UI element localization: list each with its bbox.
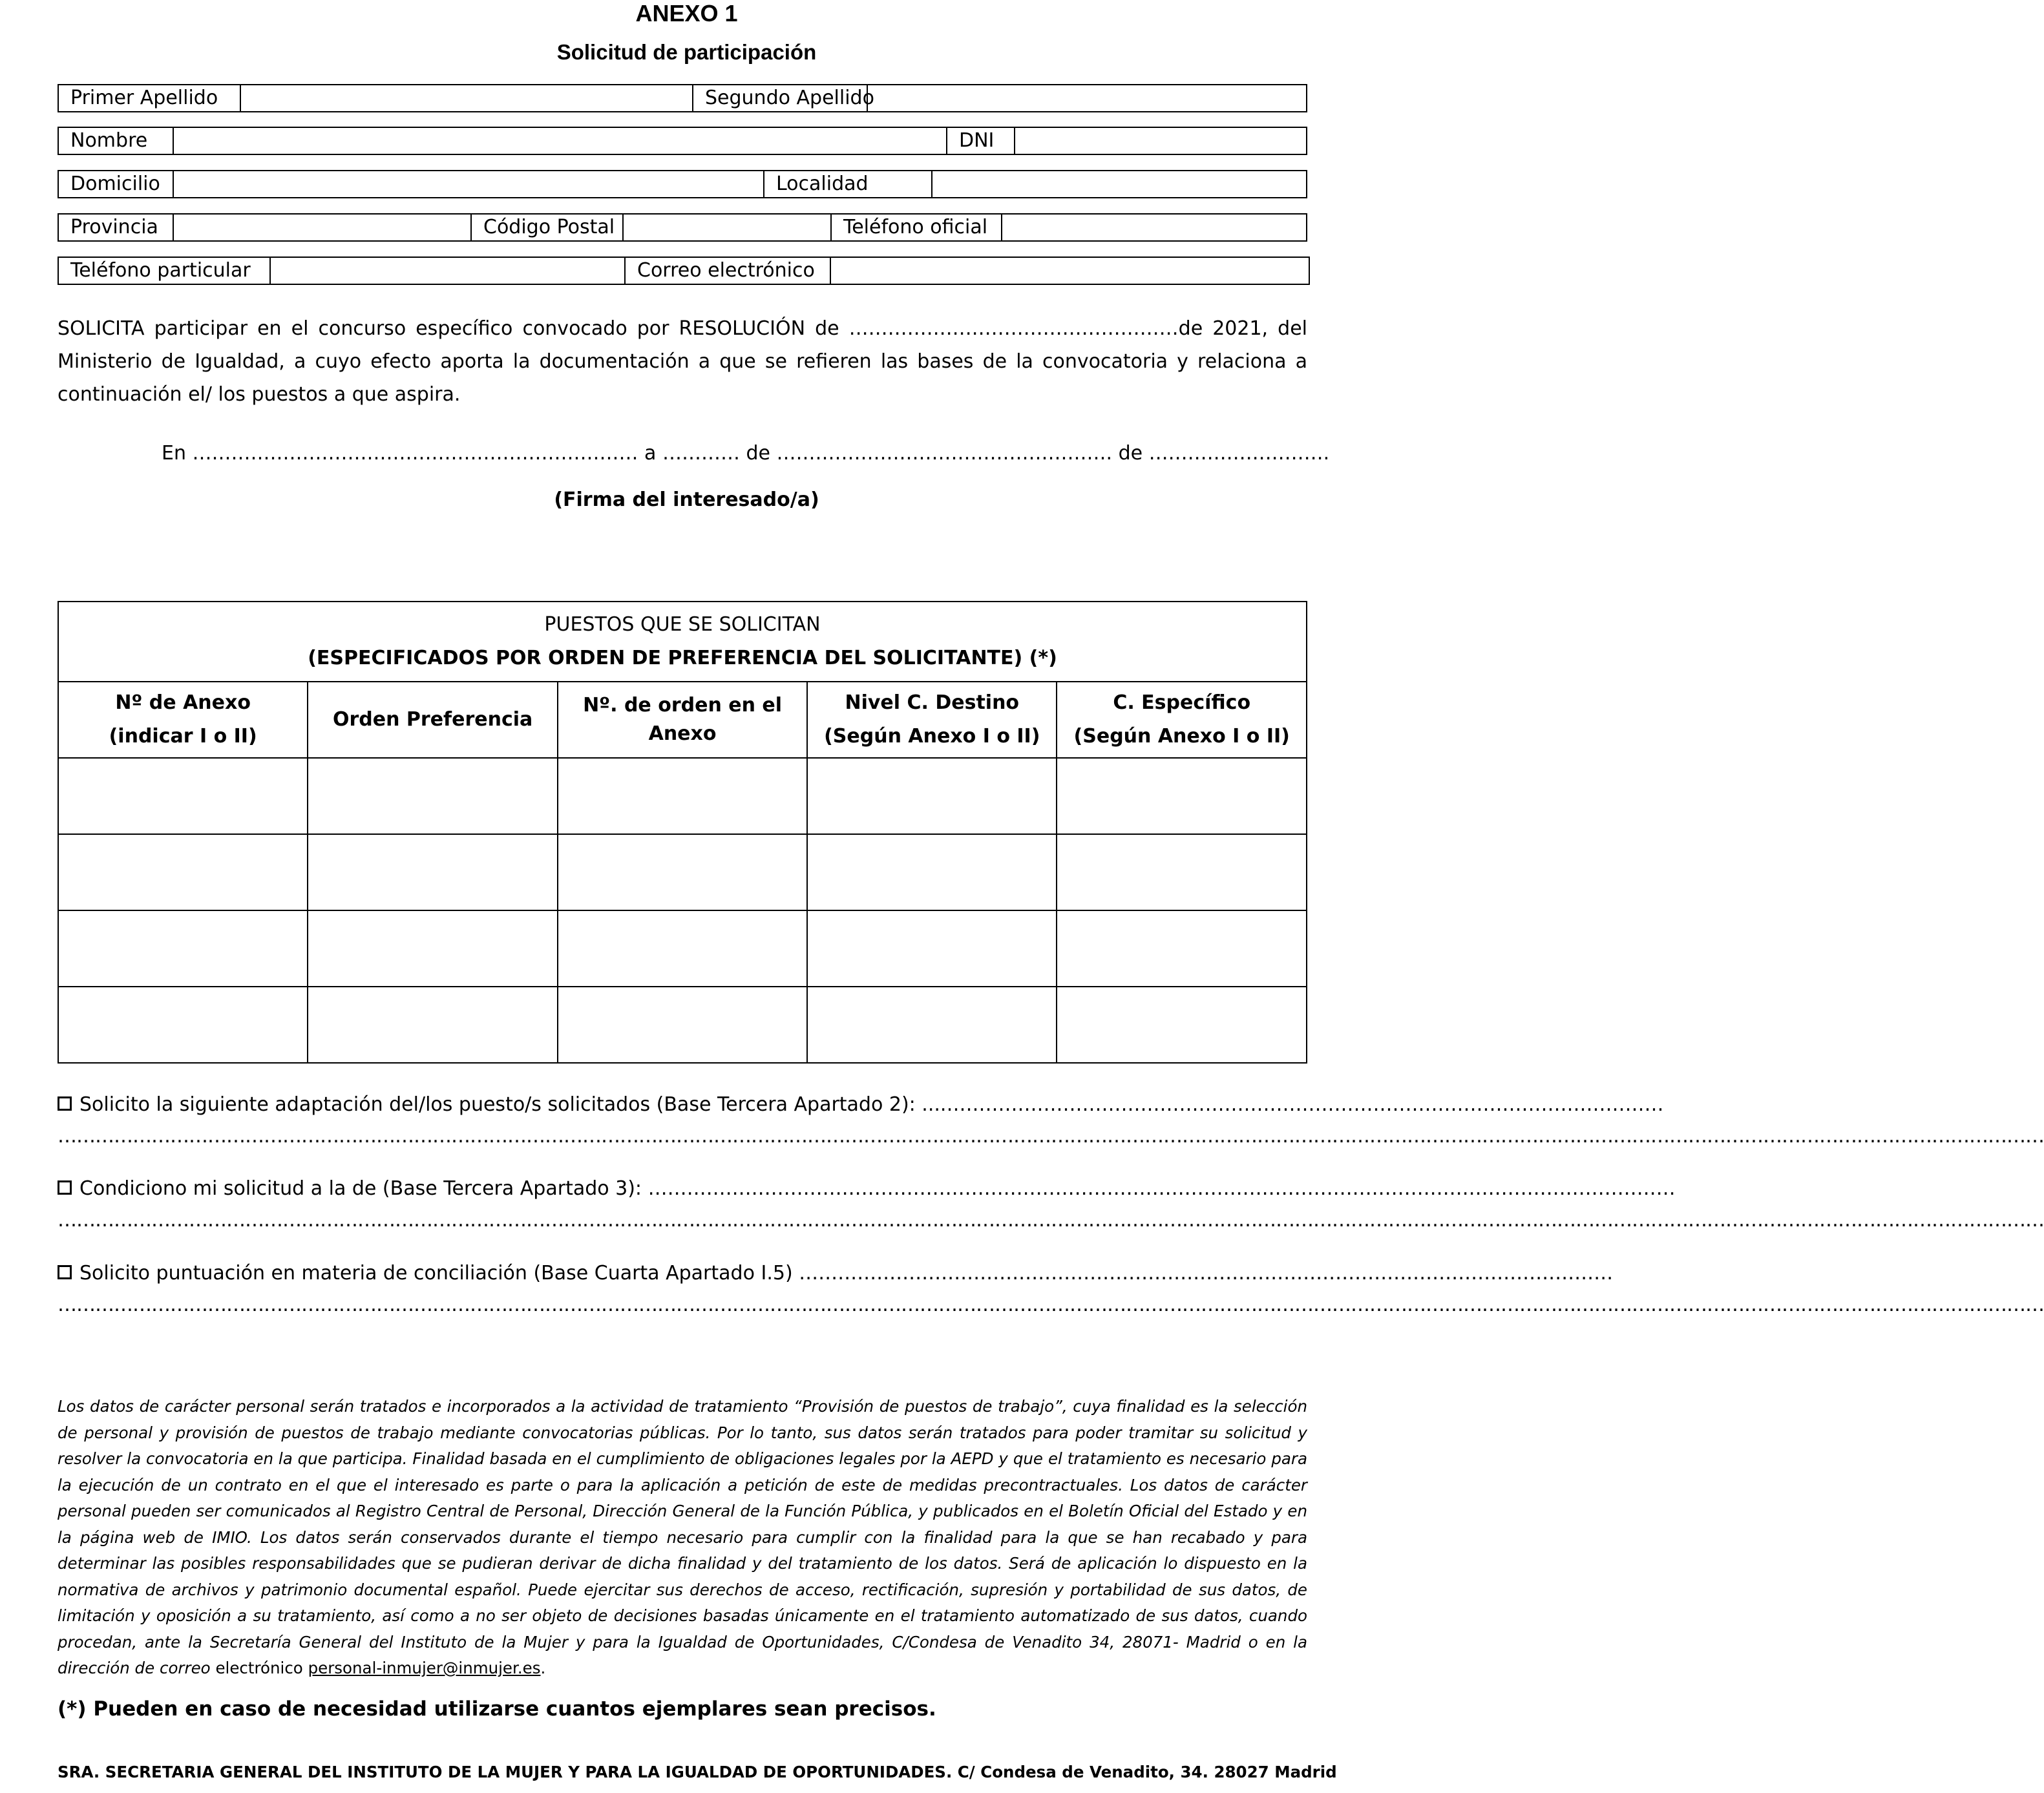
check-puntuacion[interactable]: [58, 1262, 1614, 1284]
column-header-orden: [308, 682, 558, 758]
telefono-particular-field[interactable]: [271, 258, 626, 284]
column-orden-label: Orden Preferencia: [333, 708, 533, 731]
column-especifico-line2: (Según Anexo I o II): [1073, 725, 1290, 748]
nombre-label: Nombre: [59, 128, 174, 154]
row-apellidos: [58, 84, 1307, 112]
document-subtitle: Solicitud de participación: [556, 40, 817, 64]
row-nombre: [58, 127, 1307, 155]
column-especifico-line1: C. Específico: [1113, 691, 1251, 714]
localidad-label: Localidad: [764, 171, 932, 197]
firma-label: (Firma del interesado/a): [554, 488, 819, 511]
table-cell[interactable]: [807, 987, 1057, 1063]
table-cell[interactable]: [58, 910, 308, 987]
column-nivel-line2: (Según Anexo I o II): [824, 725, 1040, 748]
table-cell[interactable]: [807, 758, 1057, 834]
dni-field[interactable]: [1015, 128, 1306, 154]
table-cell[interactable]: [1057, 910, 1307, 987]
codigo-postal-label: Código Postal: [472, 215, 624, 240]
table-cell[interactable]: [558, 987, 807, 1063]
table-cell[interactable]: [308, 910, 558, 987]
table-cell[interactable]: [558, 910, 807, 987]
privacy-notice: [58, 1394, 1307, 1682]
privacy-end: .: [540, 1659, 546, 1677]
column-header-orden-anexo: [558, 682, 807, 758]
table-row: [58, 758, 1307, 834]
puestos-title-cell: [58, 602, 1307, 682]
telefono-oficial-label: Teléfono oficial: [832, 215, 1002, 240]
fill-line-condiciono[interactable]: …………………………………………………………………………………………………………………………………………………………………………………………………………………………………………………………………………………………: [58, 1209, 2044, 1232]
puestos-header-row: [58, 602, 1307, 682]
dni-label: DNI: [947, 128, 1015, 154]
table-cell[interactable]: [1057, 758, 1307, 834]
segundo-apellido-field[interactable]: [868, 85, 1306, 111]
footer-address: SRA. SECRETARIA GENERAL DEL INSTITUTO DE LA MUJER Y PARA LA IGUALDAD DE OPORTUNIDADES. C/ Condesa de Venadito, 34. 28027 Madrid: [58, 1763, 1337, 1781]
correo-field[interactable]: [831, 258, 1309, 284]
column-orden-anexo-line2: Anexo: [648, 722, 717, 745]
footnote: (*) Pueden en caso de necesidad utilizarse cuantos ejemplares sean precisos.: [58, 1697, 936, 1721]
table-cell[interactable]: [308, 758, 558, 834]
segundo-apellido-label: Segundo Apellido: [693, 85, 868, 111]
column-anexo-line1: Nº de Anexo: [115, 691, 251, 714]
table-cell[interactable]: [558, 834, 807, 910]
puestos-columns-row: [58, 682, 1307, 758]
privacy-text-normal: electrónico: [215, 1659, 308, 1677]
table-row: [58, 834, 1307, 910]
column-orden-anexo-line1: Nº. de orden en el: [583, 694, 783, 717]
puestos-subtitle: (ESPECIFICADOS POR ORDEN DE PREFERENCIA DEL SOLICITANTE) (*): [308, 647, 1057, 669]
checkbox-icon[interactable]: [58, 1180, 72, 1195]
solicita-paragraph: SOLICITA participar en el concurso específico convocado por RESOLUCIÓN de ……………………………………………de 2021, del Ministerio de Igualdad, a cuyo efecto aporta la documentación a que se refieren las bases de la convocatoria y relaciona a continuación el/ los puestos a que aspira.: [58, 317, 1307, 406]
provincia-label: Provincia: [59, 215, 174, 240]
privacy-text: Los datos de carácter personal serán tratados e incorporados a la actividad de tratamiento “Provisión de puestos de trabajo”, cuya finalidad es la selección de personal y provisión de puestos de trabajo mediante convocatorias públicas. Por lo tanto, sus datos serán tratados para poder tramitar su solicitud y resolver la convocatoria en la que participa. Finalidad basada en el cumplimiento de obligaciones legales por la AEPD y que el tratamiento es necesario para la ejecución de un contrato en el que el interesado es parte o para la aplicación a petición de este de medidas precontractuales. Los datos de carácter personal pueden ser comunicados al Registro Central de Personal, Dirección General de la Función Pública, y publicados en el Boletín Oficial del Estado y en la página web de IMIO. Los datos serán conservados durante el tiempo necesario para cumplir con la finalidad para la que se han recabado y para determinar las posibles responsabilidades que se pudieran derivar de dicha finalidad y del tratamiento de los datos. Será de aplicación lo dispuesto en la normativa de archivos y patrimonio documental español. Puede ejercitar sus derechos de acceso, rectificación, supresión y portabilidad de sus datos, de limitación y oposición a su tratamiento, así como a no ser objeto de decisiones basadas únicamente en el tratamiento automatizado de sus datos, cuando procedan, ante la Secretaría General del Instituto de la Mujer y para la Igualdad de Oportunidades, C/Condesa de Venadito 34, 28071- Madrid o en la dirección de correo: [58, 1397, 1307, 1677]
document-title: ANEXO 1: [635, 0, 738, 26]
correo-label: Correo electrónico: [626, 258, 831, 284]
table-cell[interactable]: [558, 758, 807, 834]
telefono-particular-label: Teléfono particular: [59, 258, 271, 284]
row-provincia: [58, 213, 1307, 242]
table-cell[interactable]: [308, 834, 558, 910]
column-header-especifico: [1057, 682, 1307, 758]
column-nivel-line1: Nivel C. Destino: [845, 691, 1020, 714]
table-cell[interactable]: [1057, 987, 1307, 1063]
domicilio-field[interactable]: [174, 171, 764, 197]
row-domicilio: [58, 170, 1307, 198]
table-cell[interactable]: [807, 834, 1057, 910]
table-cell[interactable]: [1057, 834, 1307, 910]
localidad-field[interactable]: [932, 171, 1306, 197]
column-anexo-line2: (indicar I o II): [109, 725, 257, 748]
table-cell[interactable]: [58, 987, 308, 1063]
checkbox-icon[interactable]: [58, 1096, 72, 1111]
column-header-nivel: [807, 682, 1057, 758]
check-condiciono[interactable]: [58, 1177, 1676, 1200]
fill-line-adaptacion[interactable]: …………………………………………………………………………………………………………………………………………………………………………………………………………………………………………………………………………………………: [58, 1125, 2044, 1148]
primer-apellido-field[interactable]: [241, 85, 693, 111]
fill-line-puntuacion[interactable]: …………………………………………………………………………………………………………………………………………………………………………………………………………………………………………………………………………………………: [58, 1294, 2044, 1316]
checkbox-icon[interactable]: [58, 1265, 72, 1279]
column-header-anexo: [58, 682, 308, 758]
check-adaptacion[interactable]: [58, 1093, 1664, 1116]
nombre-field[interactable]: [174, 128, 947, 154]
table-cell[interactable]: [807, 910, 1057, 987]
check-condiciono-label: Condiciono mi solicitud a la de (Base Tercera Apartado 3): ……………………………………………………………………………………………………………………………………………: [79, 1177, 1676, 1200]
provincia-field[interactable]: [174, 215, 472, 240]
codigo-postal-field[interactable]: [624, 215, 832, 240]
telefono-oficial-field[interactable]: [1002, 215, 1306, 240]
check-puntuacion-label: Solicito puntuación en materia de conciliación (Base Cuarta Apartado I.5) ………………………………………………………………………………………………………………: [79, 1262, 1614, 1284]
table-row: [58, 987, 1307, 1063]
table-cell[interactable]: [58, 834, 308, 910]
domicilio-label: Domicilio: [59, 171, 174, 197]
row-contacto: [58, 257, 1310, 285]
table-cell[interactable]: [308, 987, 558, 1063]
puestos-title: PUESTOS QUE SE SOLICITAN: [544, 613, 821, 636]
puestos-table: [58, 601, 1307, 1064]
primer-apellido-label: Primer Apellido: [59, 85, 241, 111]
table-cell[interactable]: [58, 758, 308, 834]
place-date-line: En …………………………………………………………… a ………… de ……………………………………………. de ……………………….: [162, 442, 1330, 465]
table-row: [58, 910, 1307, 987]
check-adaptacion-label: Solicito la siguiente adaptación del/los puesto/s solicitados (Base Tercera Apartado 2): ....…………………………………………………………………………………………………: [79, 1093, 1664, 1116]
privacy-email-link[interactable]: personal-inmujer@inmujer.es: [308, 1659, 541, 1677]
